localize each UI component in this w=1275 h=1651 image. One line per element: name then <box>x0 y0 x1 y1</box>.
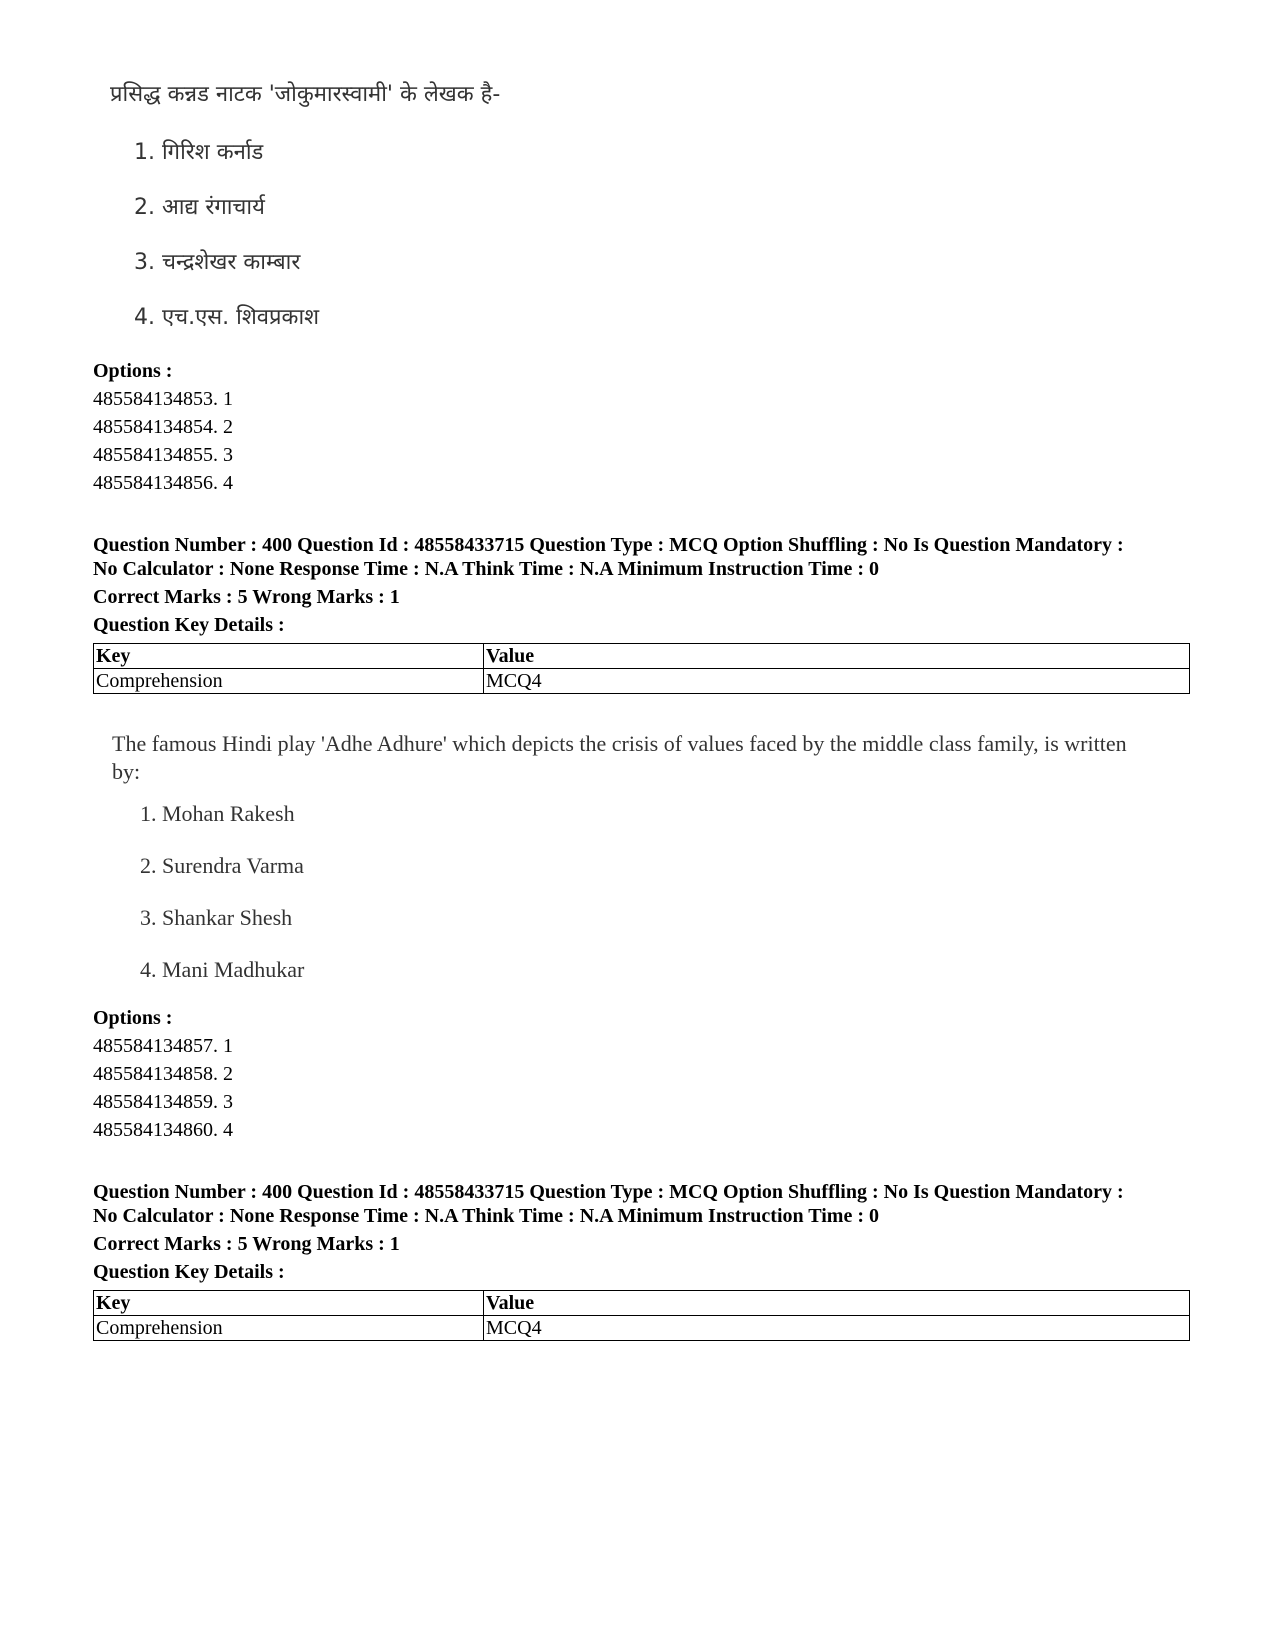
choice-4: 4. Mani Madhukar <box>140 957 305 982</box>
option-line: 485584134854. 2 <box>93 416 233 438</box>
choice-2: 2. Surendra Varma <box>140 853 304 878</box>
question-meta-line2: No Calculator : None Response Time : N.A Think Time : N.A Minimum Instruction Time : 0 <box>93 558 879 580</box>
key-details-table <box>93 643 1190 694</box>
choice-3: 3. चन्द्रशेखर काम्बार <box>134 250 301 275</box>
table-cell-value: MCQ4 <box>484 1316 1190 1341</box>
table-header-value: Value <box>484 1291 1190 1316</box>
marks-line: Correct Marks : 5 Wrong Marks : 1 <box>93 1233 400 1255</box>
table-row <box>94 1316 1190 1341</box>
table-header-key: Key <box>94 1291 484 1316</box>
choice-3: 3. Shankar Shesh <box>140 905 293 930</box>
marks-line: Correct Marks : 5 Wrong Marks : 1 <box>93 586 400 608</box>
option-line: 485584134853. 1 <box>93 388 233 410</box>
table-cell-key: Comprehension <box>94 1316 484 1341</box>
table-cell-key: Comprehension <box>94 669 484 694</box>
option-line: 485584134855. 3 <box>93 444 233 466</box>
option-line: 485584134859. 3 <box>93 1091 233 1113</box>
option-line: 485584134857. 1 <box>93 1035 233 1057</box>
choice-4: 4. एच.एस. शिवप्रकाश <box>134 305 320 330</box>
options-heading: Options : <box>93 360 173 382</box>
table-row <box>94 669 1190 694</box>
table-header-key: Key <box>94 644 484 669</box>
choice-1: 1. गिरिश कर्नाड <box>134 140 264 165</box>
table-cell-value: MCQ4 <box>484 669 1190 694</box>
key-details-heading: Question Key Details : <box>93 614 285 636</box>
question-meta-line1: Question Number : 400 Question Id : 48558433715 Question Type : MCQ Option Shuffling : No Is Question Mandatory : <box>93 1181 1124 1203</box>
option-line: 485584134856. 4 <box>93 472 233 494</box>
table-header-value: Value <box>484 644 1190 669</box>
option-line: 485584134860. 4 <box>93 1119 233 1141</box>
key-details-table <box>93 1290 1190 1341</box>
question-meta-line1: Question Number : 400 Question Id : 48558433715 Question Type : MCQ Option Shuffling : No Is Question Mandatory : <box>93 534 1124 556</box>
table-header-row <box>94 1291 1190 1316</box>
question-text-english: The famous Hindi play 'Adhe Adhure' which depicts the crisis of values faced by the middle class family, is written by: <box>112 731 1127 784</box>
question-text-hindi: प्रसिद्ध कन्नड नाटक 'जोकुमारस्वामी' के लेखक है- <box>110 82 501 107</box>
key-details-heading: Question Key Details : <box>93 1261 285 1283</box>
option-line: 485584134858. 2 <box>93 1063 233 1085</box>
question-meta-line2: No Calculator : None Response Time : N.A Think Time : N.A Minimum Instruction Time : 0 <box>93 1205 879 1227</box>
choice-1: 1. Mohan Rakesh <box>140 801 295 826</box>
options-heading: Options : <box>93 1007 173 1029</box>
choice-2: 2. आद्य रंगाचार्य <box>134 195 265 220</box>
table-header-row <box>94 644 1190 669</box>
